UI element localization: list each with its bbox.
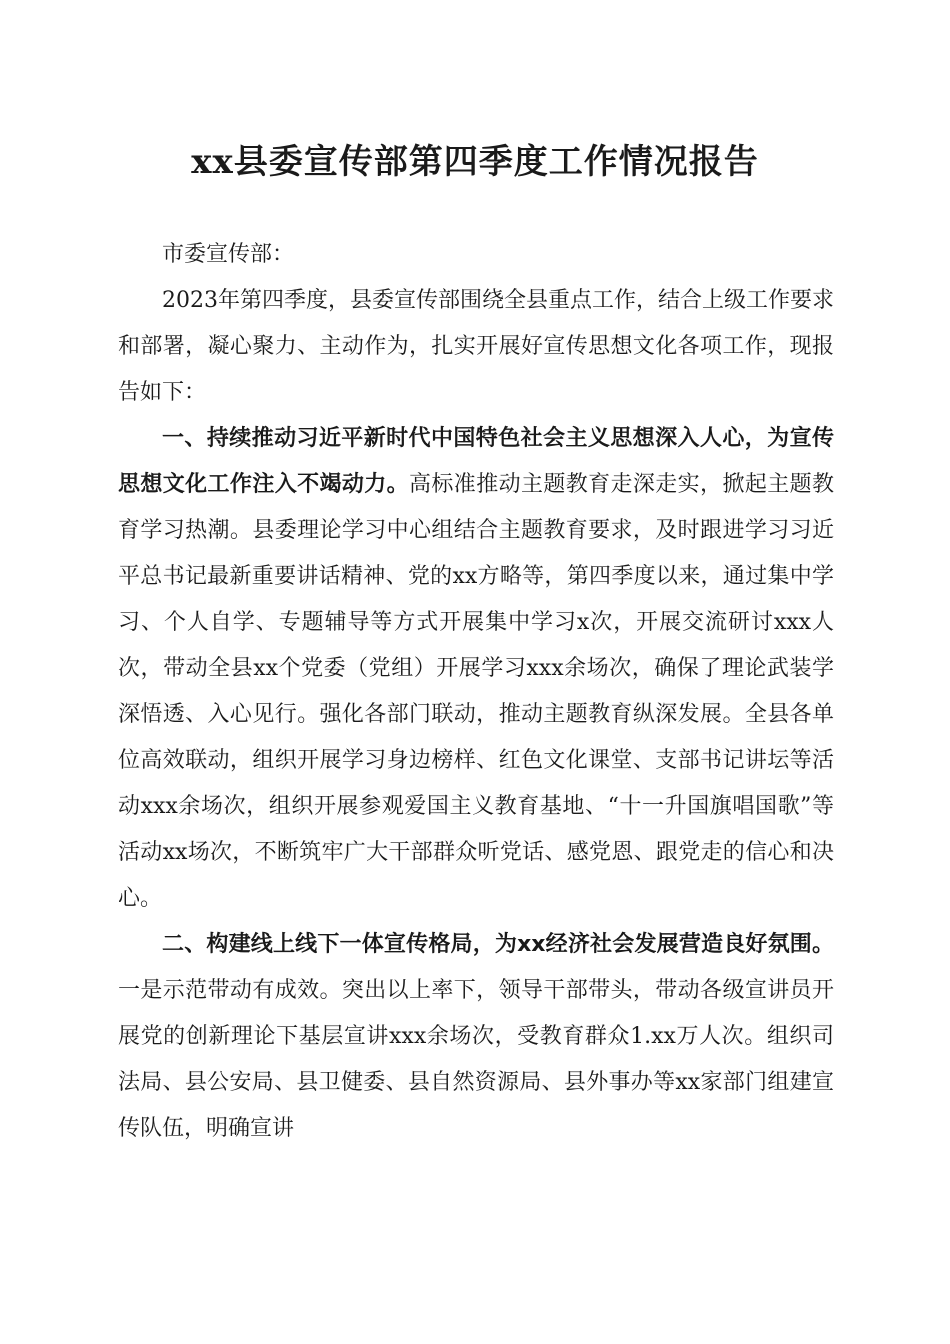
section-text-1: 高标准推动主题教育走深走实，掀起主题教育学习热潮。县委理论学习中心组结合主题教育要求，及时跟进学习习近平总书记最新重要讲话精神、党的xx方略等，第四季度以来，通过集中学习、个人自学、专题辅导等方式开展集中学习x次，开展交流研讨xxx人次，带动全县xx个党委（党组）开展学习xxx余场次，确保了理论武装学深悟透、入心见行。强化各部门联动，推动主题教育纵深发展。全县各单位高效联动，组织开展学习身边榜样、红色文化课堂、支部书记讲坛等活动xxx余场次，组织开展参观爱国主义教育基地、“十一升国旗唱国歌”等活动xx场次，不断筑牢广大干部群众听党话、感党恩、跟党走的信心和决心。: [118, 472, 834, 911]
document-title: xx县委宣传部第四季度工作情况报告: [191, 142, 759, 182]
section-heading-2: 二、构建线上线下一体宣传格局，为xx经济社会发展营造良好氛围。: [162, 932, 834, 957]
salutation: 市委宣传部：: [162, 242, 295, 267]
section-heading-1: 一、持续推动习近平新时代中国特色社会主义思想深入人心，为宣传思想文化工作注入不竭动力。: [118, 426, 834, 497]
section-paragraph-2: [118, 922, 834, 1152]
intro-paragraph: 2023年第四季度，县委宣传部围绕全县重点工作，结合上级工作要求和部署，凝心聚力、主动作为，扎实开展好宣传思想文化各项工作，现报告如下：: [118, 288, 834, 405]
section-text-2: 一是示范带动有成效。突出以上率下，领导干部带头，带动各级宣讲员开展党的创新理论下基层宣讲xxx余场次，受教育群众1.xx万人次。组织司法局、县公安局、县卫健委、县自然资源局、县外事办等xx家部门组建宣传队伍，明确宣讲: [118, 978, 834, 1141]
document-body: [118, 232, 834, 1152]
section-paragraph-1: [118, 416, 834, 922]
